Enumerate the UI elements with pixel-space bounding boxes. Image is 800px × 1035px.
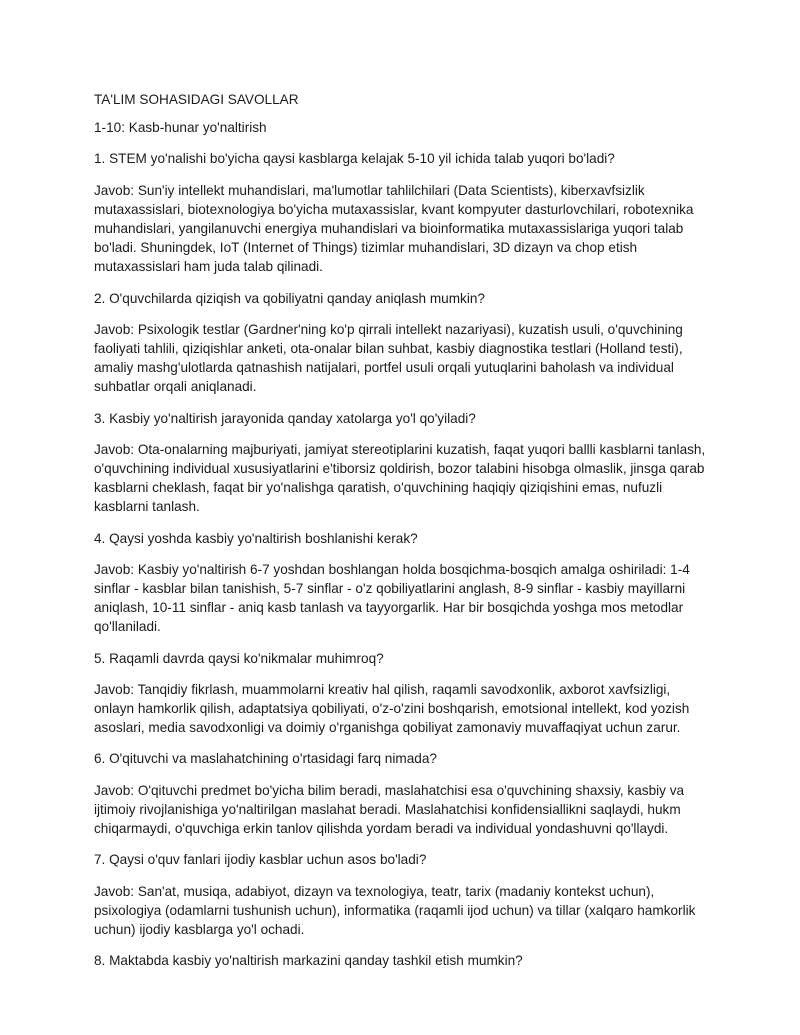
section-heading: 1-10: Kasb-hunar yo'naltirish [94,120,267,136]
question-8: 8. Maktabda kasbiy yo'naltirish markazini qanday tashkil etish mumkin? [94,953,523,969]
question-3: 3. Kasbiy yo'naltirish jarayonida qanday xatolarga yo'l qo'yiladi? [94,410,476,426]
question-7: 7. Qaysi o'quv fanlari ijodiy kasblar uchun asos bo'ladi? [94,852,427,868]
question-5: 5. Raqamli davrda qaysi ko'nikmalar muhimroq? [94,650,384,666]
answer-6: Javob: O'qituvchi predmet bo'yicha bilim beradi, maslahatchisi esa o'quvchining shaxsiy, kasbiy va ijtimoiy rivojlanishiga yo'naltirilgan maslahat beradi. Maslahatchisi konfidensiallikni saqlaydi, hukm chiqarmaydi, o'quvchiga erkin tanlov qilishda yordam beradi va individual yondashuvni qo'llaydi. [94,782,685,837]
question-4: 4. Qaysi yoshda kasbiy yo'naltirish boshlanishi kerak? [94,530,418,546]
answer-3: Javob: Ota-onalarning majburiyati, jamiyat stereotiplarini kuzatish, faqat yuqori ballli kasblarni tanlash, o'quvchining individual xususiyatlarini e'tiborsiz qoldirish, bozor talabini hisobga olmaslik, jinsga qarab kasblarni cheklash, faqat bir yo'nalishga qaratish, o'quvchining haqiqiy qiziqishini emas, nufuzli kasblarni tanlash. [94,441,706,515]
answer-5: Javob: Tanqidiy fikrlash, muammolarni kreativ hal qilish, raqamli savodxonlik, axborot xavfsizligi, onlayn hamkorlik qilish, adaptatsiya qobiliyati, o'z-o'zini boshqarish, emotsional intellekt, kod yozish asoslari, media savodxonligi va doimiy o'rganishga qobiliyat zamonaviy muvaffaqiyat uchun zarur. [94,681,690,736]
answer-4: Javob: Kasbiy yo'naltirish 6-7 yoshdan boshlangan holda bosqichma-bosqich amalga oshiriladi: 1-4 sinflar - kasblar bilan tanishish, 5-7 sinflar - o'z qobiliyatlarini anglash, 8-9 sinflar - kasbiy mayillarni aniqlash, 10-11 sinflar - aniq kasb tanlash va tayyorgarlik. Har bir bosqichda yoshga mos metodlar qo'llaniladi. [94,561,690,635]
answer-7: Javob: San'at, musiqa, adabiyot, dizayn va texnologiya, teatr, tarix (madaniy kontekst uchun), psixologiya (odamlarni tushunish uchun), informatika (raqamli ijod uchun) va tillar (xalqaro hamkorlik uchun) ijodiy kasblarga yo'l ochadi. [94,883,696,937]
answer-1: Javob: Sun'iy intellekt muhandislari, ma'lumotlar tahlilchilari (Data Scientists), kiberxavfsizlik mutaxassislari, biotexnologiya bo'yicha mutaxassislar, kvant kompyuter dasturlovchilari, robotexnika muhandislari, yangilanuvchi energiya muhandislari va bioinformatika mutaxassislariga yuqori talab bo'ladi. Shuningdek, IoT (Internet of Things) tizimlar muhandislari, 3D dizayn va chop etish mutaxassislari ham juda talab qilinadi. [94,182,694,275]
question-6: 6. O'qituvchi va maslahatchining o'rtasidagi farq nimada? [94,751,437,767]
question-2: 2. O'quvchilarda qiziqish va qobiliyatni qanday aniqlash mumkin? [94,290,485,306]
answer-2: Javob: Psixologik testlar (Gardner'ning ko'p qirrali intellekt nazariyasi), kuzatish usuli, o'quvchining faoliyati tahlili, qiziqishlar anketi, ota-onalar bilan suhbat, kasbiy diagnostika testlari (Holland testi), amaliy mashg'ulotlarda qatnashish natijalari, portfel usuli orqali yutuqlarini baholash va individual suhbatlar orqali aniqlanadi. [94,321,683,395]
document-title: TA'LIM SOHASIDAGI SAVOLLAR [94,92,299,107]
question-1: 1. STEM yo'nalishi bo'yicha qaysi kasblarga kelajak 5-10 yil ichida talab yuqori bo'ladi? [94,151,615,167]
